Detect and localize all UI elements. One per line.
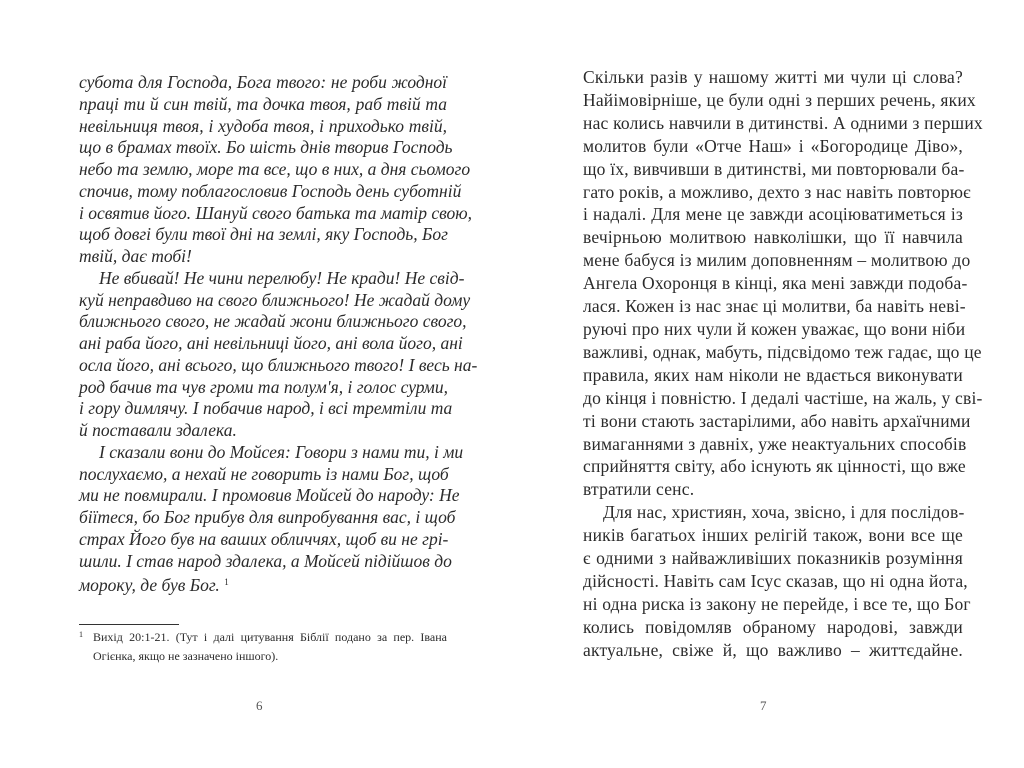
text-line [583,364,963,387]
text-line [79,202,472,225]
text-line-content: род бачив та чув громи та полум'я, і голос сурми, [79,376,448,397]
text-line-content: щоб довгі були твої дні на землі, яку Господь, Бог [79,224,448,245]
text-line [79,159,471,181]
text-line-content: актуальне, свіже й, що важливо – життєдайне. [583,639,963,660]
text-line-content: страх Його був на ваших обличчях, щоб ви не грі- [79,528,449,549]
text-line [583,226,963,249]
paragraph [79,441,464,597]
text-line-content: мороку, де був Бог. [79,575,220,596]
text-line [79,398,453,420]
paragraph [583,66,983,501]
text-line [79,246,447,268]
paragraph [79,267,478,442]
text-line [583,203,963,226]
left-page-body [79,72,478,597]
text-line-content: дійсності. Навіть сам Ісус сказав, що ні одна йота, [583,570,968,591]
footnote-divider [79,624,179,625]
text-line-content: ані раба його, ані невільниці його, ані вола його, ані [79,333,463,353]
text-line-content: і освятив його. Шануй свого батька та матір свою, [79,202,472,223]
text-line [583,135,963,158]
text-line-content: що в брамах твоїх. Бо шість днів творив Господь [79,137,453,158]
text-line-content: молитов були «Отче Наш» і «Богородице Діво», [583,135,963,156]
text-line-content: нас колись навчили в дитинстві. А одними з перших [583,112,983,133]
text-line-content: і гору димлячу. І побачив народ, і всі тремтіли та [79,398,453,419]
text-line-content: ближнього свого, не жадай жони ближнього свого, [79,311,467,332]
right-page-body [583,66,983,662]
text-line [583,387,983,410]
text-line-content: руючі про них чули й кожен уважає, що вони ніби [583,318,966,339]
text-line [79,354,478,377]
text-line [79,72,447,94]
text-line-content: мене бабуся із милим доповненням – молитвою до [583,250,971,271]
text-line [583,593,971,616]
text-line-content: важливі, однак, мабуть, підсвідомо теж гадає, що це [583,341,982,362]
text-line-content: правила, яких нам ніколи не вдається виконувати [583,364,963,385]
text-line [583,249,971,272]
text-line [79,572,447,597]
text-line [79,94,447,116]
text-line [583,112,983,135]
text-line [79,311,467,333]
text-line [583,455,966,478]
text-line [79,529,447,551]
text-line-content: Найімовірніше, це були одні з перших речень, яких [583,89,976,110]
text-line [583,318,966,341]
text-line-content: субота для Господа, Бога твого: не роби жодної [79,72,447,92]
text-line-content: й поставали здалека. [79,420,237,440]
text-line [79,224,447,246]
footnote-mark: 1 [79,630,83,639]
text-line [583,478,963,501]
text-line [79,116,447,138]
right-page [512,0,1024,768]
paragraph [79,72,472,268]
text-line-content: послухаємо, а нехай не говорить із нами Бог, щоб [79,463,449,484]
text-line [583,158,963,181]
text-line-content: біїтеся, бо Бог прибув для випробування вас, і щоб [79,507,456,527]
text-line [79,441,464,464]
text-line [583,639,963,662]
text-line-content: вимаганнями з давніх, уже неактуальних способів [583,433,967,454]
text-line-content: Скільки разів у нашому житті ми чули ці слова? [583,67,963,87]
text-line-content: і надалі. Для мене це завжди асоціюватиметься із [583,204,963,225]
text-line-content: куй неправдиво на свого ближнього! Не жадай дому [79,289,471,310]
text-line [79,550,452,573]
text-line-content: ні одна риска із закону не перейде, і все те, що Бог [583,593,971,614]
text-line-content: Не вбивай! Не чини перелюбу! Не кради! Не свід- [99,267,465,288]
text-line [583,547,963,570]
text-line-content: до кінця і повністю. І дедалі частіше, на жаль, у сві- [583,387,983,408]
text-line-content: лася. Кожен із нас знає ці молитви, ба навіть неві- [583,296,966,317]
text-line-content: невільниця твоя, і худоба твоя, і приходько твій, [79,115,447,136]
text-line [583,501,963,524]
text-line-content: колись повідомляв обраному народові, завжди [583,616,963,637]
text-line-content: сприйняття світу, або існують як цінності, що вже [583,456,966,477]
footnote [79,628,447,666]
text-line-content: спочив, тому поблагословив Господь день суботній [79,180,462,201]
text-line [583,433,967,456]
text-line-content: ників багатьох інших релігій також, вони все ще [583,525,963,546]
text-line-content: твій, дає тобі! [79,246,192,266]
text-line [583,295,966,318]
footnote-line: Огієнка, якщо не зазначено іншого). [93,649,279,663]
text-line [79,464,447,486]
text-line [79,420,447,442]
page-number-right: 7 [760,698,767,713]
text-line-content: ті вони стають застарілими, або навіть архаїчними [583,410,971,431]
text-line [583,66,963,89]
text-line-content: небо та землю, море та все, що в них, а дня сьомого [79,159,471,179]
text-line-content: осла його, ані всього, що ближнього твого! І весь на- [79,354,478,375]
text-line [79,180,462,203]
text-line-content: Ангела Охоронця в кінці, яка мені завжди подоба- [583,273,968,294]
text-line [583,524,963,547]
text-line-content: вечірньою молитвою навколішки, що її навчила [583,227,963,248]
text-line [79,377,447,399]
text-line-content: що їх, вивчивши в дитинстві, ми повторювали ба- [583,158,965,179]
text-line [583,410,971,433]
text-line [79,507,456,529]
text-line [583,272,968,295]
paragraph [583,501,971,661]
text-line-content: гато років, а можливо, дехто з нас навіть повторює [583,181,971,202]
text-line [583,616,963,639]
text-line-content: є одними з найважливіших показників розуміння [583,548,963,569]
text-line-content: втратили сенс. [583,479,695,500]
text-line-content: ми не повмирали. І промовив Мойсей до народу: Не [79,485,460,506]
text-line [583,341,982,364]
text-line [79,137,453,159]
footnote-line: Вихід 20:1-21. (Тут і далі цитування Біблії подано за пер. Івана [93,630,447,644]
text-line-content: Для нас, християн, хоча, звісно, і для послідов- [603,502,965,523]
footnote-reference[interactable]: 1 [224,577,229,588]
text-line [583,570,968,593]
text-line [79,289,471,312]
text-line [79,267,465,290]
text-line [583,181,971,204]
text-line-content: шили. І став народ здалека, а Мойсей підійшов до [79,550,452,571]
page-number-left: 6 [256,698,263,713]
text-line [79,485,460,507]
text-line [79,333,463,355]
text-line-content: праці ти й син твій, та дочка твоя, раб твій та [79,93,447,114]
text-line-content: І сказали вони до Мойсея: Говори з нами ти, і ми [99,441,464,462]
text-line [583,89,976,112]
